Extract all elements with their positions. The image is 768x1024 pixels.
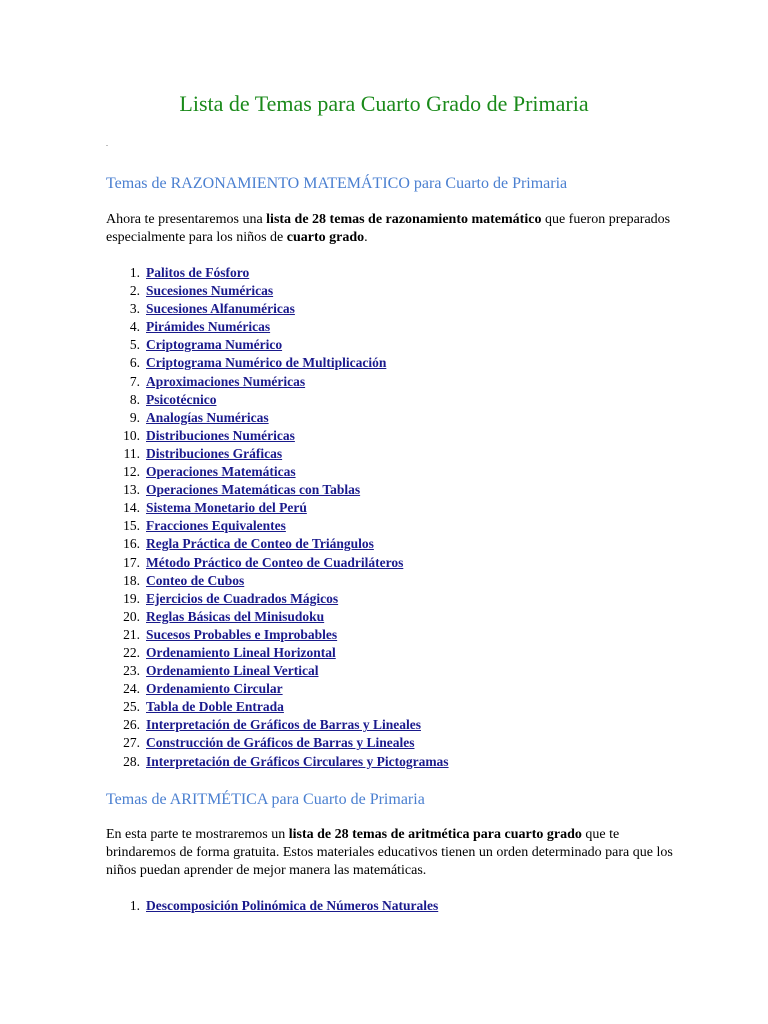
list-item xyxy=(106,427,449,445)
topic-link[interactable]: Interpretación de Gráficos de Barras y Lineales xyxy=(146,717,421,733)
list-item xyxy=(106,626,449,644)
topic-link[interactable]: Distribuciones Numéricas xyxy=(146,427,295,443)
intro-text: En esta parte te mostraremos un xyxy=(106,827,289,842)
list-item xyxy=(106,282,449,300)
list-item-number: 16. xyxy=(123,536,140,552)
list-item xyxy=(106,590,449,608)
topic-link[interactable]: Ordenamiento Lineal Vertical xyxy=(146,663,319,679)
topic-list-aritmetica xyxy=(106,897,438,915)
list-item xyxy=(106,716,449,734)
list-item-number: 3. xyxy=(129,301,140,317)
section-heading-aritmetica: Temas de ARITMÉTICA para Cuarto de Primaria xyxy=(106,791,425,808)
topic-link[interactable]: Ejercicios de Cuadrados Mágicos xyxy=(146,590,339,606)
list-item xyxy=(106,698,449,716)
list-item xyxy=(106,554,449,572)
list-item-number: 7. xyxy=(129,373,140,389)
list-item xyxy=(106,897,438,915)
list-item xyxy=(106,662,449,680)
list-item-number: 2. xyxy=(129,283,140,299)
intro-paragraph-aritmetica xyxy=(106,826,676,880)
list-item xyxy=(106,499,449,517)
list-item-number: 17. xyxy=(123,554,140,570)
list-item xyxy=(106,300,449,318)
topic-link[interactable]: Analogías Numéricas xyxy=(146,409,269,425)
topic-link[interactable]: Interpretación de Gráficos Circulares y Pictogramas xyxy=(146,753,449,769)
list-item xyxy=(106,535,449,553)
topic-link[interactable]: Construcción de Gráficos de Barras y Lineales xyxy=(146,735,415,751)
topic-link[interactable]: Reglas Básicas del Minisudoku xyxy=(146,608,325,624)
topic-link[interactable]: Sucesiones Alfanuméricas xyxy=(146,301,295,317)
list-item xyxy=(106,373,449,391)
list-item-number: 15. xyxy=(123,518,140,534)
document-title: Lista de Temas para Cuarto Grado de Primaria xyxy=(179,91,589,116)
list-item xyxy=(106,445,449,463)
topic-link[interactable]: Ordenamiento Lineal Horizontal xyxy=(146,644,336,660)
list-item-number: 8. xyxy=(129,391,140,407)
list-item xyxy=(106,463,449,481)
topic-link[interactable]: Tabla de Doble Entrada xyxy=(146,699,284,715)
list-item-number: 4. xyxy=(129,319,140,335)
list-item-number: 28. xyxy=(123,753,140,769)
intro-text: . xyxy=(364,230,368,245)
list-item xyxy=(106,318,449,336)
list-item-number: 21. xyxy=(123,626,140,642)
topic-link[interactable]: Conteo de Cubos xyxy=(146,572,245,588)
topic-link[interactable]: Sucesiones Numéricas xyxy=(146,283,274,299)
list-item xyxy=(106,680,449,698)
list-item xyxy=(106,517,449,535)
topic-link[interactable]: Criptograma Numérico xyxy=(146,337,283,353)
topic-link[interactable]: Criptograma Numérico de Multiplicación xyxy=(146,355,387,371)
topic-link[interactable]: Aproximaciones Numéricas xyxy=(146,373,306,389)
topic-link[interactable]: Palitos de Fósforo xyxy=(146,265,250,280)
list-item-number: 26. xyxy=(123,717,140,733)
intro-bold-text: lista de 28 temas de aritmética para cuarto grado xyxy=(288,827,582,842)
intro-text: que fueron preparados especialmente para los niños de xyxy=(106,212,671,245)
list-item-number: 24. xyxy=(123,681,140,697)
list-item xyxy=(106,644,449,662)
topic-link[interactable]: Psicotécnico xyxy=(146,391,217,407)
list-item xyxy=(106,608,449,626)
list-item-number: 20. xyxy=(123,608,140,624)
section-heading-razonamiento: Temas de RAZONAMIENTO MATEMÁTICO para Cuarto de Primaria xyxy=(106,175,568,192)
list-item-number: 22. xyxy=(123,644,140,660)
topic-link[interactable]: Sucesos Probables e Improbables xyxy=(146,626,338,642)
list-item-number: 10. xyxy=(123,427,140,443)
intro-text: que te brindaremos de forma gratuita. Estos materiales educativos tienen un orden determinado para que los niños puedan aprender de mejor manera las matemáticas. xyxy=(106,827,673,878)
list-item xyxy=(106,264,449,282)
list-item-number: 23. xyxy=(123,663,140,679)
topic-link[interactable]: Operaciones Matemáticas xyxy=(146,464,296,480)
separator-dot: . xyxy=(106,139,108,148)
topic-link[interactable]: Ordenamiento Circular xyxy=(146,681,283,697)
list-item-number: 13. xyxy=(123,482,140,498)
intro-paragraph-razonamiento xyxy=(106,211,676,247)
topic-link[interactable]: Distribuciones Gráficas xyxy=(146,445,283,461)
list-item-number: 5. xyxy=(129,337,140,353)
list-item-number: 19. xyxy=(123,590,140,606)
list-item xyxy=(106,734,449,752)
topic-link[interactable]: Sistema Monetario del Perú xyxy=(146,500,307,516)
topic-link[interactable]: Regla Práctica de Conteo de Triángulos xyxy=(146,536,374,552)
list-item xyxy=(106,481,449,499)
list-item-number: 18. xyxy=(123,572,140,588)
topic-link[interactable]: Operaciones Matemáticas con Tablas xyxy=(146,482,361,498)
list-item-number: 14. xyxy=(123,500,140,516)
list-item-number: 1. xyxy=(129,898,140,913)
intro-bold-text: cuarto grado xyxy=(286,230,365,245)
topic-link[interactable]: Descomposición Polinómica de Números Naturales xyxy=(146,898,439,913)
topic-link[interactable]: Fracciones Equivalentes xyxy=(146,518,286,534)
list-item-number: 1. xyxy=(129,265,140,280)
list-item xyxy=(106,409,449,427)
list-item xyxy=(106,336,449,354)
list-item xyxy=(106,753,449,771)
topic-link[interactable]: Método Práctico de Conteo de Cuadriláteros xyxy=(146,554,404,570)
list-item-number: 12. xyxy=(123,464,140,480)
intro-text: Ahora te presentaremos una xyxy=(106,212,267,227)
list-item-number: 9. xyxy=(129,409,140,425)
list-item-number: 25. xyxy=(123,699,140,715)
list-item-number: 27. xyxy=(123,735,140,751)
list-item xyxy=(106,391,449,409)
intro-bold-text: lista de 28 temas de razonamiento matemático xyxy=(266,212,542,227)
topic-list-razonamiento xyxy=(106,264,449,771)
list-item xyxy=(106,572,449,590)
list-item-number: 6. xyxy=(129,355,140,371)
list-item-number: 11. xyxy=(123,445,140,461)
list-item xyxy=(106,354,449,372)
topic-link[interactable]: Pirámides Numéricas xyxy=(146,319,271,335)
